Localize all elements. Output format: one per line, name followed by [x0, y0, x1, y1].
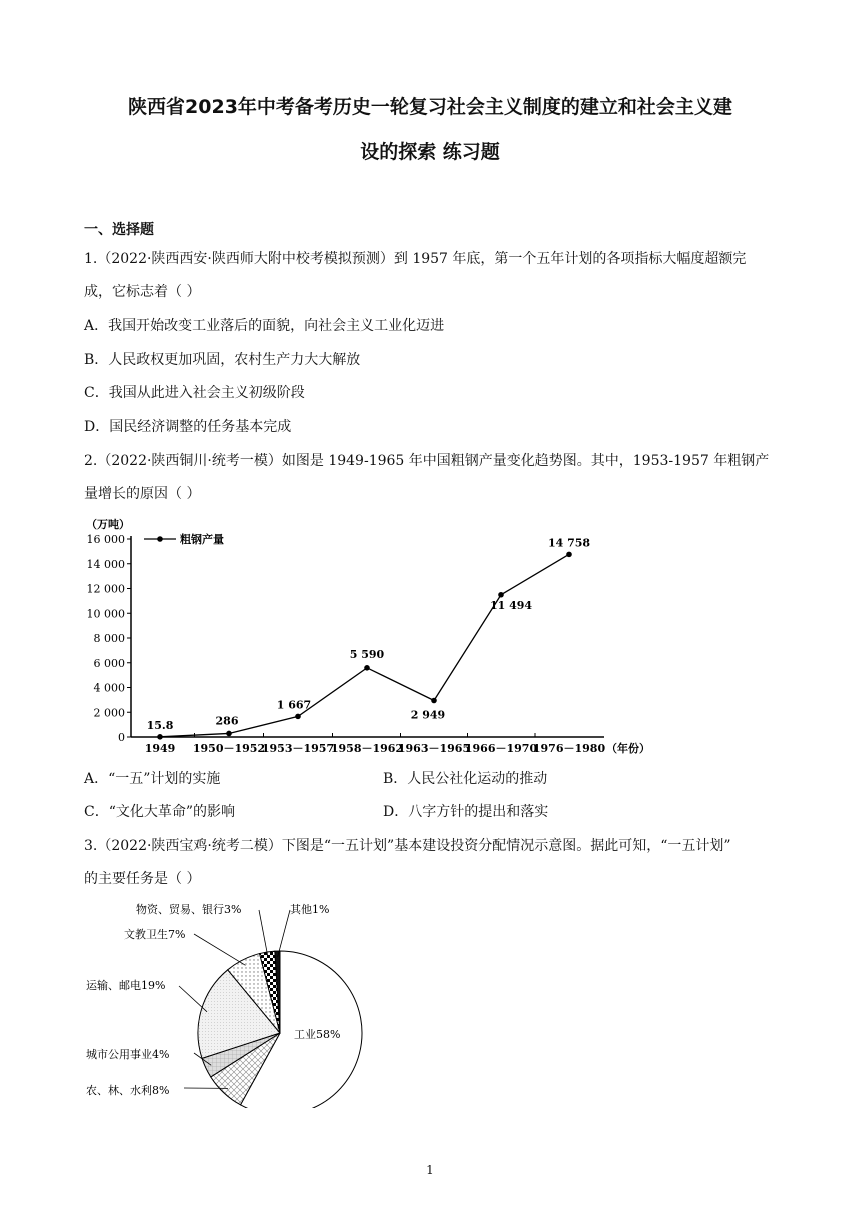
data-point [498, 592, 504, 598]
document-title-line1: 陕西省2023年中考备考历史一轮复习社会主义制度的建立和社会主义建 [128, 96, 732, 118]
data-point [566, 552, 572, 558]
pie-slice-label: 其他1% [290, 903, 330, 916]
pie-slice-label: 物资、贸易、银行3% [136, 903, 242, 916]
y-tick-label: 6 000 [93, 656, 125, 670]
y-tick-label: 10 000 [86, 607, 125, 621]
y-tick-label: 16 000 [86, 533, 125, 546]
pie-slice-label: 农、林、水利8% [86, 1084, 170, 1097]
x-tick-label: 1950－1952 [192, 742, 266, 755]
data-label: 14 758 [547, 536, 591, 550]
x-axis-unit-label: （年份） [606, 742, 650, 755]
data-label: 15.8 [146, 718, 174, 732]
chart-legend [144, 532, 224, 546]
question-2-option-c: C．“文化大革命”的影响 [84, 804, 236, 820]
question-1-option-d: D．国民经济调整的任务基本完成 [84, 419, 292, 435]
section-heading: 一、选择题 [84, 222, 154, 238]
pie-slice-label: 城市公用事业4% [86, 1048, 170, 1061]
data-point [295, 714, 301, 720]
question-2-stem-line2: 量增长的原因（ ） [84, 486, 201, 502]
question-3-stem-line1: 3.（2022·陕西宝鸡·统考二模）下图是“一五计划”基本建设投资分配情况示意图。据此可知，“一五计划” [84, 838, 731, 854]
data-point [431, 698, 437, 704]
data-label: 2 949 [410, 708, 446, 722]
y-axis-unit-label: （万吨） [86, 518, 130, 531]
question-1-option-c: C．我国从此进入社会主义初级阶段 [84, 385, 305, 401]
pie-slice-label: 文教卫生7% [124, 928, 186, 941]
pie-leader-line [194, 934, 245, 965]
question-2-option-d: D．八字方针的提出和落实 [383, 804, 549, 820]
y-tick-label: 0 [118, 731, 125, 744]
x-tick-label: 1963－1965 [397, 742, 471, 755]
x-tick-label: 1953－1957 [261, 742, 335, 755]
data-label: 1 667 [276, 698, 312, 712]
series-line-steel-output [160, 554, 569, 736]
y-tick-label: 4 000 [93, 681, 125, 695]
x-tick-label: 1949 [144, 742, 176, 755]
question-1-stem-line1: 1.（2022·陕西西安·陕西师大附中校考模拟预测）到 1957 年底，第一个五年计划的各项指标大幅度超额完 [84, 251, 747, 267]
pie-leader-line [278, 910, 290, 957]
question-2-option-a: A．“一五”计划的实施 [84, 771, 221, 787]
question-2-option-b: B．人民公社化运动的推动 [383, 771, 548, 787]
data-point [364, 665, 370, 671]
data-point [226, 731, 232, 737]
data-label: 5 590 [349, 647, 385, 661]
question-3-stem-line2: 的主要任务是（ ） [84, 871, 201, 887]
question-1-stem-line2: 成，它标志着（ ） [84, 284, 201, 300]
x-tick-label: 1976－1980 [532, 742, 606, 755]
question-2-stem-line1: 2.（2022·陕西铜川·统考一模）如图是 1949-1965 年中国粗钢产量变化趋势图。其中，1953-1957 年粗钢产 [84, 453, 770, 469]
y-tick-label: 14 000 [86, 557, 125, 571]
y-tick-label: 2 000 [93, 706, 125, 720]
pie-slice-label: 运输、邮电19% [86, 979, 166, 992]
page-number: 1 [426, 1163, 434, 1177]
y-tick-label: 8 000 [93, 632, 125, 645]
legend-label: 粗钢产量 [180, 533, 224, 546]
investment-pie-chart [84, 898, 384, 1108]
x-tick-label: 1966－1970 [464, 742, 538, 755]
pie-leader-line [179, 986, 207, 1012]
pie-slice-label: 工业58% [294, 1028, 341, 1041]
data-point [157, 734, 163, 740]
pie-leader-line [259, 910, 268, 958]
y-tick-label: 12 000 [86, 582, 125, 596]
data-label: 11 494 [489, 598, 533, 612]
data-label: 286 [215, 714, 239, 728]
x-tick-label: 1958－1962 [330, 742, 404, 755]
question-1-option-a: A．我国开始改变工业落后的面貌，向社会主义工业化迈进 [84, 318, 445, 334]
steel-output-line-chart [84, 510, 664, 755]
document-title-line2: 设的探索 练习题 [360, 141, 500, 163]
question-1-option-b: B．人民政权更加巩固，农村生产力大大解放 [84, 352, 361, 368]
